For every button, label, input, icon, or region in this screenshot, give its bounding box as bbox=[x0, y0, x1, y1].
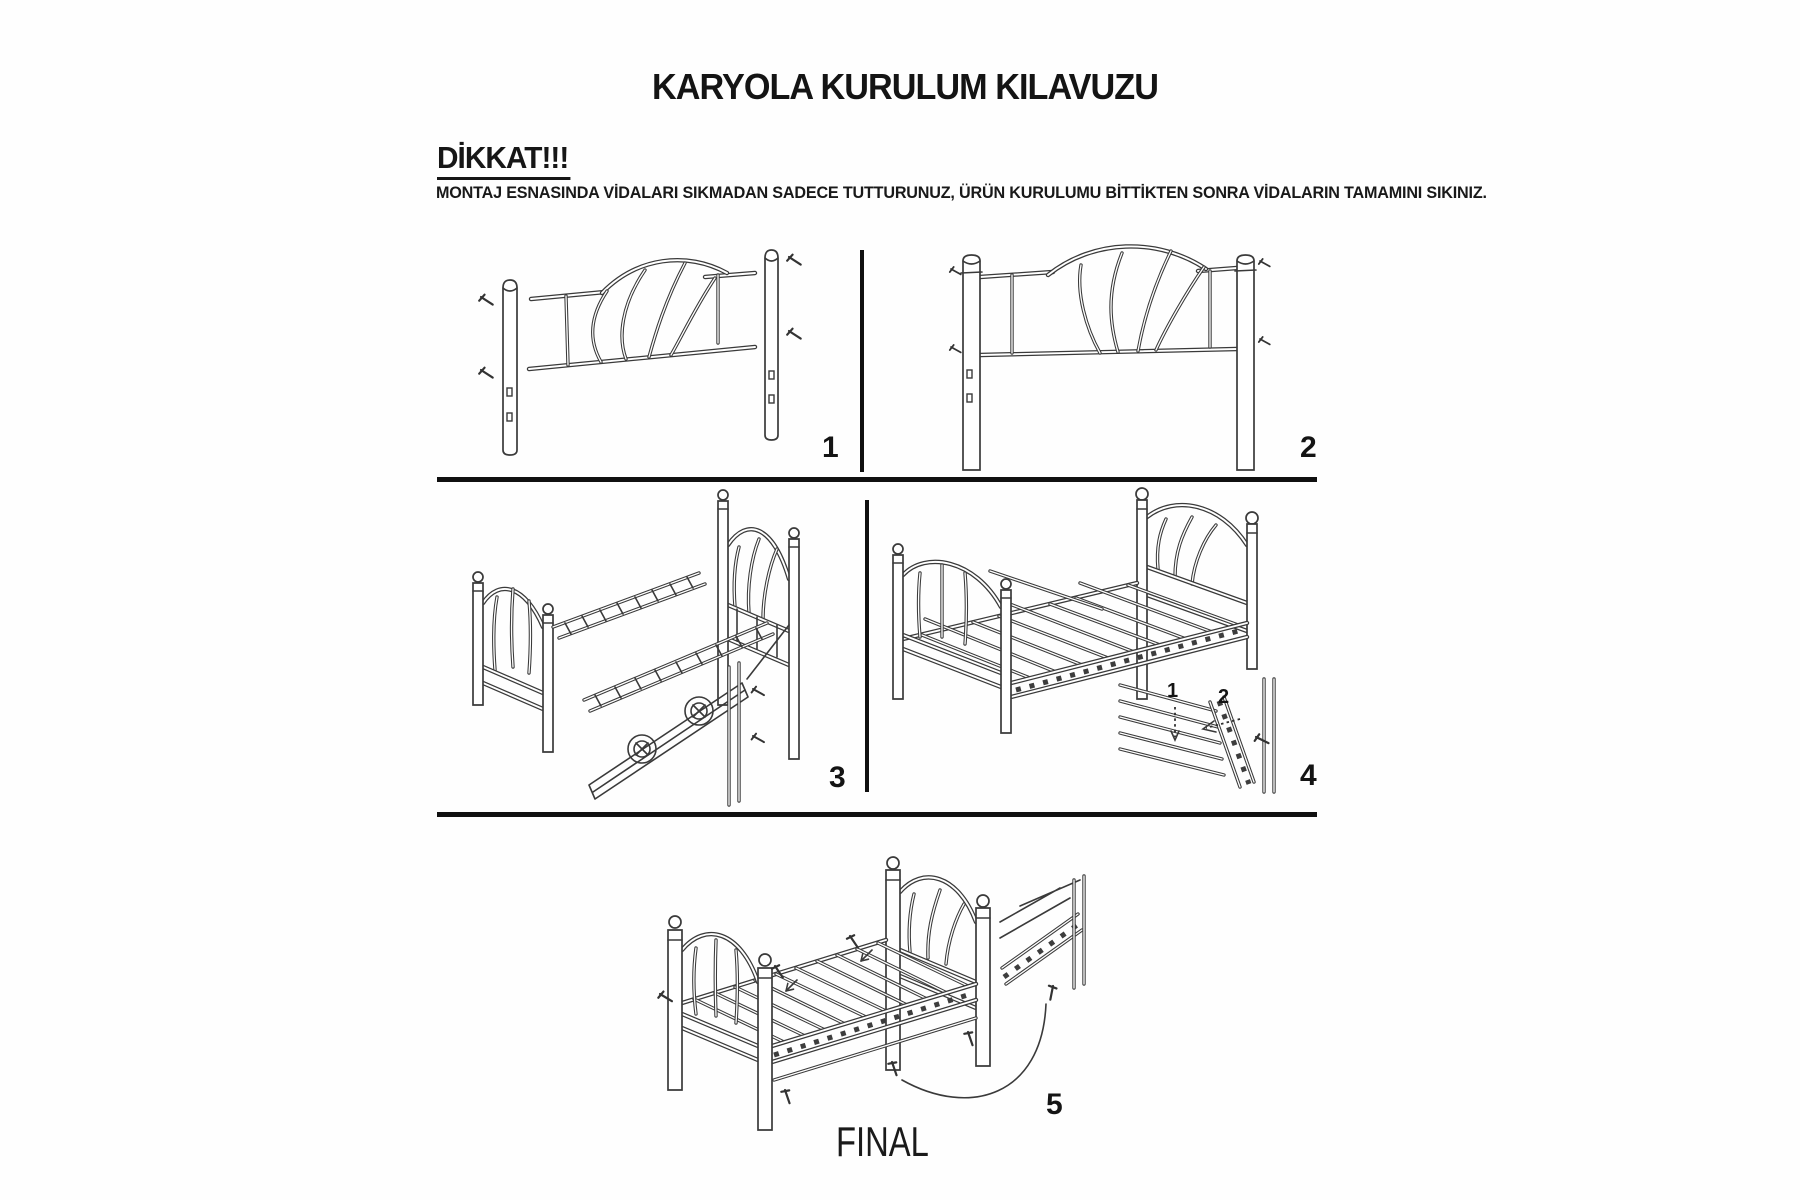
step-4-number: 4 bbox=[1300, 759, 1317, 792]
step-1-illustration bbox=[437, 243, 861, 478]
front-rail bbox=[772, 984, 976, 1080]
left-post bbox=[961, 255, 982, 470]
step-1-number: 1 bbox=[822, 431, 839, 464]
right-post bbox=[765, 250, 778, 440]
left-post bbox=[503, 280, 517, 455]
step-2-number: 2 bbox=[1300, 431, 1317, 464]
step-3-number: 3 bbox=[829, 761, 846, 794]
step-2-illustration bbox=[898, 243, 1328, 478]
final-label: FINAL bbox=[836, 1118, 929, 1165]
step-5-illustration bbox=[550, 818, 1210, 1168]
step-5-panel bbox=[550, 818, 1210, 1168]
step-3-panel bbox=[437, 487, 867, 812]
side-rail-upper bbox=[553, 573, 705, 638]
side-rail-lower bbox=[584, 623, 773, 711]
footboard bbox=[668, 916, 772, 1130]
step-1-panel bbox=[437, 243, 861, 478]
step-3-illustration bbox=[437, 487, 867, 812]
step-4-panel bbox=[870, 487, 1315, 817]
headboard bbox=[886, 857, 990, 1070]
inset-label-2: 2 bbox=[1218, 686, 1230, 708]
step-2-panel bbox=[898, 243, 1328, 478]
page-title: KARYOLA KURULUM KILAVUZU bbox=[652, 66, 1158, 107]
detail-inset bbox=[1000, 876, 1084, 988]
right-post bbox=[1235, 255, 1256, 470]
headboard-frame bbox=[980, 246, 1237, 355]
warning-text: MONTAJ ESNASINDA VİDALARI SIKMADAN SADECE TUTTURUNUZ, ÜRÜN KURULUMU BİTTİKTEN SONRA VİDALARIN TAMAMINI SIKINIZ. bbox=[436, 184, 1487, 202]
footboard bbox=[473, 572, 553, 752]
step-5-number: 5 bbox=[1046, 1088, 1063, 1121]
arrow-down-icon bbox=[1171, 707, 1179, 740]
attention-heading: DİKKAT!!! bbox=[437, 140, 570, 180]
inset-label-1: 1 bbox=[1167, 680, 1179, 702]
step-4-illustration bbox=[870, 487, 1315, 817]
headboard-frame bbox=[529, 260, 755, 369]
